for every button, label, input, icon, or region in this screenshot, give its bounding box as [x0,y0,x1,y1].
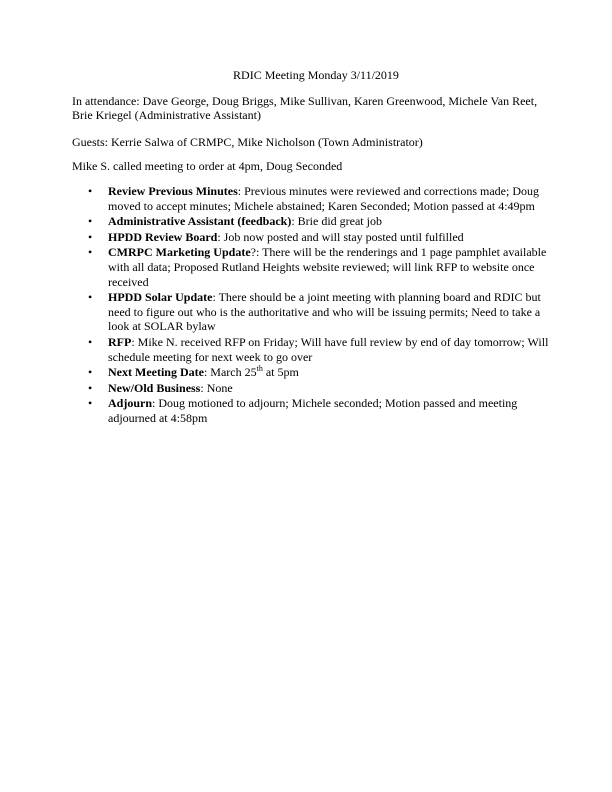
agenda-item-cmrpc-marketing [72,245,550,289]
bullet-icon: • [88,365,93,380]
attendance-line: In attendance: Dave George, Doug Briggs, Mike Sullivan, Karen Greenwood, Michele Van Reet, Brie Kriegel (Administrative Assistant) [72,93,538,123]
agenda-item-label: Next Meeting Date [108,365,204,380]
agenda-item-new-old-business [72,381,550,396]
agenda-item-label: New/Old Business [108,380,201,395]
guests-line: Guests: Kerrie Salwa of CRMPC, Mike Nicholson (Town Administrator) [72,134,423,149]
bullet-icon: • [88,245,93,260]
agenda-item-superscript: th [256,364,263,374]
agenda-item-hpdd-review-board [72,230,550,245]
agenda-item-text: : Brie did great job [291,214,382,229]
agenda-item-text: : Mike N. received RFP on Friday; Will have full review by end of day tomorrow; Will schedule meeting for next week to go over [108,334,549,364]
page-title: RDIC Meeting Monday 3/11/2019 [233,68,399,82]
agenda-item-hpdd-solar [72,290,550,334]
agenda-item-adjourn [72,396,550,425]
agenda-item-label: HPDD Solar Update [108,290,213,305]
agenda-item-text: : Job now posted and will stay posted until fulfilled [217,229,464,244]
agenda-list [72,184,550,426]
agenda-item-text: : There should be a joint meeting with planning board and RDIC but need to figure out who is the authoritative and who will be issuing permits; Need to take a look at SOLAR bylaw [108,290,541,334]
agenda-item-label: Adjourn [108,396,153,411]
call-to-order-line: Mike S. called meeting to order at 4pm, Doug Seconded [72,159,343,174]
agenda-item-label: RFP [108,334,132,349]
agenda-item-label: Administrative Assistant (feedback) [108,214,292,229]
agenda-item-label: HPDD Review Board [108,229,218,244]
agenda-item-label: Review Previous Minutes [108,183,238,198]
bullet-icon: • [88,183,93,198]
agenda-item-text: : None [200,380,233,395]
bullet-icon: • [88,380,93,395]
minutes-body [72,68,550,426]
agenda-item-rfp [72,335,550,364]
agenda-item-next-meeting [72,365,550,380]
bullet-icon: • [88,290,93,305]
agenda-item-text: : Previous minutes were reviewed and corrections made; Doug moved to accept minutes; Michele abstained; Karen Seconded; Motion passed at 4:49pm [108,183,540,213]
agenda-item-text: ?: There will be the renderings and 1 page pamphlet available with all data; Proposed Rutland Heights website reviewed; will link RFP to website once received [108,245,547,289]
agenda-item-text-after: at 5pm [262,365,299,380]
agenda-item-admin-assistant [72,214,550,229]
bullet-icon: • [88,229,93,244]
bullet-icon: • [88,214,93,229]
bullet-icon: • [88,396,93,411]
agenda-item-text: : Doug motioned to adjourn; Michele seconded; Motion passed and meeting adjourned at 4:58pm [108,396,518,425]
bullet-icon: • [88,334,93,349]
agenda-item-text-before: : March 25 [203,365,257,380]
agenda-item-label: CMRPC Marketing Update [108,245,251,260]
agenda-item-review-minutes [72,184,550,213]
